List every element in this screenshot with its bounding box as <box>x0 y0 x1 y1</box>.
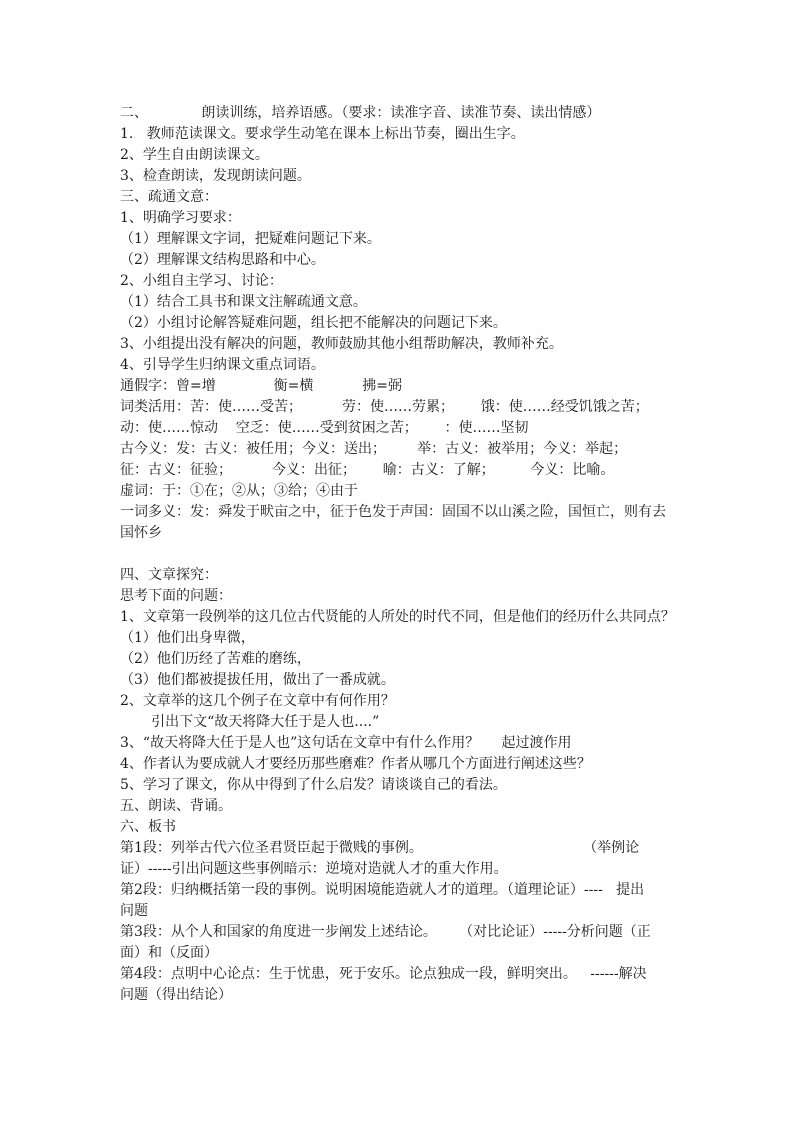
text-line: 证）-----引出问题这些事例暗示：逆境对造就人才的重大作用。 <box>120 861 508 877</box>
text-line: 1、明确学习要求： <box>120 210 241 226</box>
text-line: （1）理解课文字词，把疑难问题记下来。 <box>120 231 381 247</box>
section-heading: 六、板书 <box>120 819 176 835</box>
text-line: 1、文章第一段例举的这几位古代贤能的人所处的时代不同，但是他们的经历什么共同点？ <box>120 609 675 625</box>
text-line: 二、 朗读训练，培养语感。（要求：读准字音、读准节奏、读出情感） <box>120 105 601 121</box>
text-line: （1）结合工具书和课文注解疏通文意。 <box>120 294 367 310</box>
text-line: 5、学习了课文，你从中得到了什么启发？请谈谈自己的看法。 <box>120 777 507 793</box>
text-line: 第2段：归纳概括第一段的事例。说明困境能造就人才的道理。（道理论证）---- 提出 <box>120 882 645 898</box>
text-line: 词类活用：苦：使……受苦； 劳：使……劳累； 饿：使……经受饥饿之苦； <box>120 399 649 415</box>
text-line: 4、作者认为要成就人才要经历那些磨难？作者从哪几个方面进行阐述这些？ <box>120 756 591 772</box>
text-line: 3、检查朗读，发现朗读问题。 <box>120 168 311 184</box>
text-line: 1. 教师范读课文。要求学生动笔在课本上标出节奏，圈出生字。 <box>120 126 525 142</box>
text-line: 通假字：曾=增 衡=横 拂=弼 <box>120 378 402 394</box>
text-line: 一词多义：发：舜发于畎亩之中，征于色发于声国：固国不以山溪之险，国恒亡，则有去 <box>120 504 666 520</box>
blank-line <box>120 544 680 565</box>
text-line: 3、“故天将降大任于是人也”这句话在文章中有什么作用？ 起过渡作用 <box>120 735 572 751</box>
text-line: 国怀乡 <box>120 525 162 541</box>
text-line: 第1段：列举古代六位圣君贤臣起于微贱的事例。 （举例论 <box>120 840 640 856</box>
text-line: 思考下面的问题： <box>120 588 232 604</box>
text-line: （1）他们出身卑微， <box>120 630 255 646</box>
document-body <box>120 103 680 1006</box>
text-line: （2）理解课文结构思路和中心。 <box>120 252 325 268</box>
text-line: 面）和（反面） <box>120 945 218 961</box>
text-line: 2、文章举的这几个例子在文章中有何作用？ <box>120 693 395 709</box>
text-line: （2）小组讨论解答疑难问题，组长把不能解决的问题记下来。 <box>120 315 507 331</box>
text-line: 虚词：于：①在；②从；③给；④由于 <box>120 483 358 499</box>
section-heading: 三、疏通文意： <box>120 189 218 205</box>
text-line: 4、引导学生归纳课文重点词语。 <box>120 357 325 373</box>
text-line: 引出下文“故天将降大任于是人也....” <box>120 714 380 730</box>
text-line: 3、小组提出没有解决的问题，教师鼓励其他小组帮助解决，教师补充。 <box>120 336 563 352</box>
text-line: 动：使……惊动 空乏：使……受到贫困之苦； ：使……坚韧 <box>120 420 529 436</box>
section-heading: 四、文章探究： <box>120 567 218 583</box>
text-line: 2、学生自由朗读课文。 <box>120 147 269 163</box>
text-line: 2、小组自主学习、讨论： <box>120 273 283 289</box>
text-line: 古今义：发：古义：被任用；今义：送出； 举：古义：被举用；今义：举起； <box>120 441 628 457</box>
section-heading: 五、朗读、背诵。 <box>120 798 232 814</box>
text-line: 第3段：从个人和国家的角度进一步阐发上述结论。 （对比论证）-----分析问题（正 <box>120 924 651 940</box>
text-line: （2）他们历经了苦难的磨练， <box>120 651 311 667</box>
text-line: 征：古义：征验； 今义：出征； 喻：古义：了解； 今义：比喻。 <box>120 462 615 478</box>
text-line: 问题 <box>120 903 148 919</box>
text-line: 问题（得出结论） <box>120 987 232 1003</box>
text-line: （3）他们都被提拔任用，做出了一番成就。 <box>120 672 395 688</box>
text-line: 第4段：点明中心论点：生于忧患，死于安乐。论点独成一段，鲜明突出。 ------解决 <box>120 966 647 982</box>
